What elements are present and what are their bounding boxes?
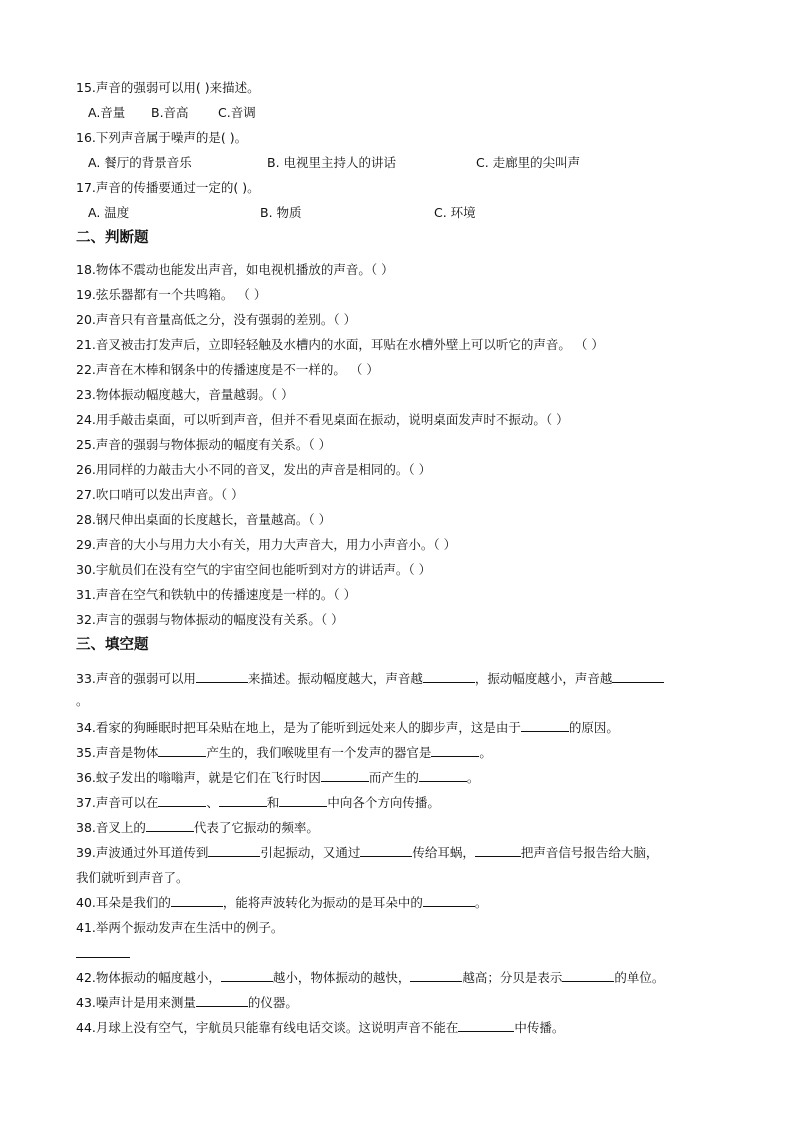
q40-text-c: 。 <box>474 895 488 910</box>
question-40 <box>76 895 487 911</box>
question-39 <box>76 845 658 861</box>
answer-blank[interactable] <box>158 795 206 807</box>
question-19: 19.弦乐器都有一个共鸣箱。 （ ） <box>76 287 267 302</box>
q33-text-c: ，振动幅度越小，声音越 <box>474 671 613 686</box>
question-37 <box>76 795 440 811</box>
answer-blank[interactable] <box>321 770 369 782</box>
q42-text-d: 的单位。 <box>614 970 665 985</box>
q42-text-a: 42.物体振动的幅度越小， <box>76 970 221 985</box>
q39-text-c: 传给耳蜗， <box>412 845 475 860</box>
option-16-c: C. 走廊里的尖叫声 <box>476 155 581 170</box>
question-17: 17.声音的传播要通过一定的( )。 <box>76 180 260 195</box>
answer-blank[interactable] <box>612 671 664 683</box>
question-41: 41.举两个振动发声在生活中的例子。 <box>76 920 284 935</box>
q42-text-b: 越小，物体振动的越快， <box>272 970 411 985</box>
option-15-a: A.音量 <box>88 105 126 120</box>
answer-blank[interactable] <box>158 745 206 757</box>
answer-blank[interactable] <box>410 970 462 982</box>
q37-text-a: 37.声音可以在 <box>76 795 159 810</box>
option-16-b: B. 电视里主持人的讲话 <box>267 155 397 170</box>
question-24: 24.用手敲击桌面，可以听到声音，但并不看见桌面在振动，说明桌面发声时不振动。（ ） <box>76 412 569 427</box>
question-18: 18.物体不震动也能发出声音，如电视机播放的声音。（ ） <box>76 262 394 277</box>
q39-continuation: 我们就听到声音了。 <box>76 870 189 885</box>
section-heading-judgement: 二、判断题 <box>76 230 149 246</box>
question-34 <box>76 720 619 736</box>
answer-blank[interactable] <box>458 1020 514 1032</box>
q44-text-a: 44.月球上没有空气，宇航员只能靠有线电话交谈。这说明声音不能在 <box>76 1020 459 1035</box>
question-30: 30.宇航员们在没有空气的宇宙空间也能听到对方的讲话声。（ ） <box>76 562 432 577</box>
q34-text-a: 34.看家的狗睡眠时把耳朵贴在地上，是为了能听到远处来人的脚步声，这是由于 <box>76 720 521 735</box>
option-17-c: C. 环境 <box>434 205 476 220</box>
answer-blank[interactable] <box>419 770 467 782</box>
question-32: 32.声言的强弱与物体振动的幅度没有关系。（ ） <box>76 612 344 627</box>
question-28: 28.钢尺伸出桌面的长度越长，音量越高。（ ） <box>76 512 332 527</box>
question-36 <box>76 770 479 786</box>
question-20: 20.声音只有音量高低之分，没有强弱的差别。（ ） <box>76 312 357 327</box>
question-26: 26.用同样的力敲击大小不同的音叉，发出的声音是相同的。（ ） <box>76 462 432 477</box>
q34-text-b: 的原因。 <box>568 720 619 735</box>
question-33 <box>76 671 664 687</box>
answer-blank[interactable] <box>521 720 569 732</box>
q40-text-a: 40.耳朵是我们的 <box>76 895 171 910</box>
answer-blank[interactable] <box>562 970 614 982</box>
q33-trailing-period: 。 <box>76 693 89 708</box>
q39-text-b: 引起振动，又通过 <box>260 845 361 860</box>
option-17-a: A. 温度 <box>88 205 130 220</box>
answer-blank[interactable] <box>146 820 194 832</box>
q33-text-b: 来描述。振动幅度越大，声音越 <box>247 671 423 686</box>
question-38 <box>76 820 319 836</box>
q36-text-b: 而产生的 <box>368 770 419 785</box>
option-17-b: B. 物质 <box>260 205 302 220</box>
question-44 <box>76 1020 564 1036</box>
answer-blank[interactable] <box>423 895 475 907</box>
option-15-c: C.音调 <box>218 105 256 120</box>
q44-text-b: 中传播。 <box>514 1020 565 1035</box>
answer-blank[interactable] <box>279 795 327 807</box>
q43-text-a: 43.噪声计是用来测量 <box>76 995 196 1010</box>
q36-text-a: 36.蚊子发出的嗡嗡声，就是它们在飞行时因 <box>76 770 321 785</box>
q38-text-b: 代表了它振动的频率。 <box>193 820 319 835</box>
question-31: 31.声音在空气和铁轨中的传播速度是一样的。（ ） <box>76 587 357 602</box>
answer-blank[interactable] <box>360 845 412 857</box>
q39-text-d: 把声音信号报告给大脑， <box>520 845 659 860</box>
q35-text-c: 。 <box>479 745 492 760</box>
q39-text-a: 39.声波通过外耳道传到 <box>76 845 209 860</box>
q35-text-a: 35.声音是物体 <box>76 745 159 760</box>
question-15: 15.声音的强弱可以用( )来描述。 <box>76 80 260 95</box>
q37-text-d: 中向各个方向传播。 <box>327 795 440 810</box>
answer-blank[interactable] <box>196 671 248 683</box>
q35-text-b: 产生的，我们喉咙里有一个发声的器官是 <box>206 745 432 760</box>
question-43 <box>76 995 298 1011</box>
q33-text-a: 33.声音的强弱可以用 <box>76 671 196 686</box>
q36-text-c: 。 <box>466 770 480 785</box>
answer-blank[interactable] <box>475 845 521 857</box>
answer-blank[interactable] <box>431 745 479 757</box>
question-16: 16.下列声音属于噪声的是( )。 <box>76 130 248 145</box>
question-27: 27.吹口哨可以发出声音。（ ） <box>76 487 244 502</box>
q38-text-a: 38.音叉上的 <box>76 820 146 835</box>
answer-blank[interactable] <box>423 671 475 683</box>
answer-blank[interactable] <box>208 845 260 857</box>
question-35 <box>76 745 492 761</box>
section-heading-fill-blank: 三、填空题 <box>76 637 149 653</box>
option-16-a: A. 餐厅的背景音乐 <box>88 155 192 170</box>
question-25: 25.声音的强弱与物体振动的幅度有关系。（ ） <box>76 437 332 452</box>
answer-blank[interactable] <box>219 795 267 807</box>
answer-blank[interactable] <box>196 995 248 1007</box>
question-22: 22.声音在木棒和钢条中的传播速度是不一样的。 （ ） <box>76 362 379 377</box>
q43-text-b: 的仪器。 <box>247 995 298 1010</box>
q42-text-c: 越高；分贝是表示 <box>462 970 563 985</box>
question-29: 29.声音的大小与用力大小有关，用力大声音大，用力小声音小。（ ） <box>76 537 457 552</box>
question-23: 23.物体振动幅度越大，音量越弱。（ ） <box>76 387 294 402</box>
answer-blank[interactable] <box>171 895 223 907</box>
q40-text-b: ，能将声波转化为振动的是耳朵中的 <box>222 895 423 910</box>
q37-text-b: 、 <box>206 795 219 810</box>
answer-blank[interactable] <box>76 957 130 958</box>
q37-text-c: 和 <box>266 795 280 810</box>
answer-blank[interactable] <box>221 970 273 982</box>
option-15-b: B.音高 <box>151 105 189 120</box>
question-42 <box>76 970 664 986</box>
question-21: 21.音叉被击打发声后，立即轻轻触及水槽内的水面，耳贴在水槽外壁上可以听它的声音。 （ ） <box>76 337 604 352</box>
